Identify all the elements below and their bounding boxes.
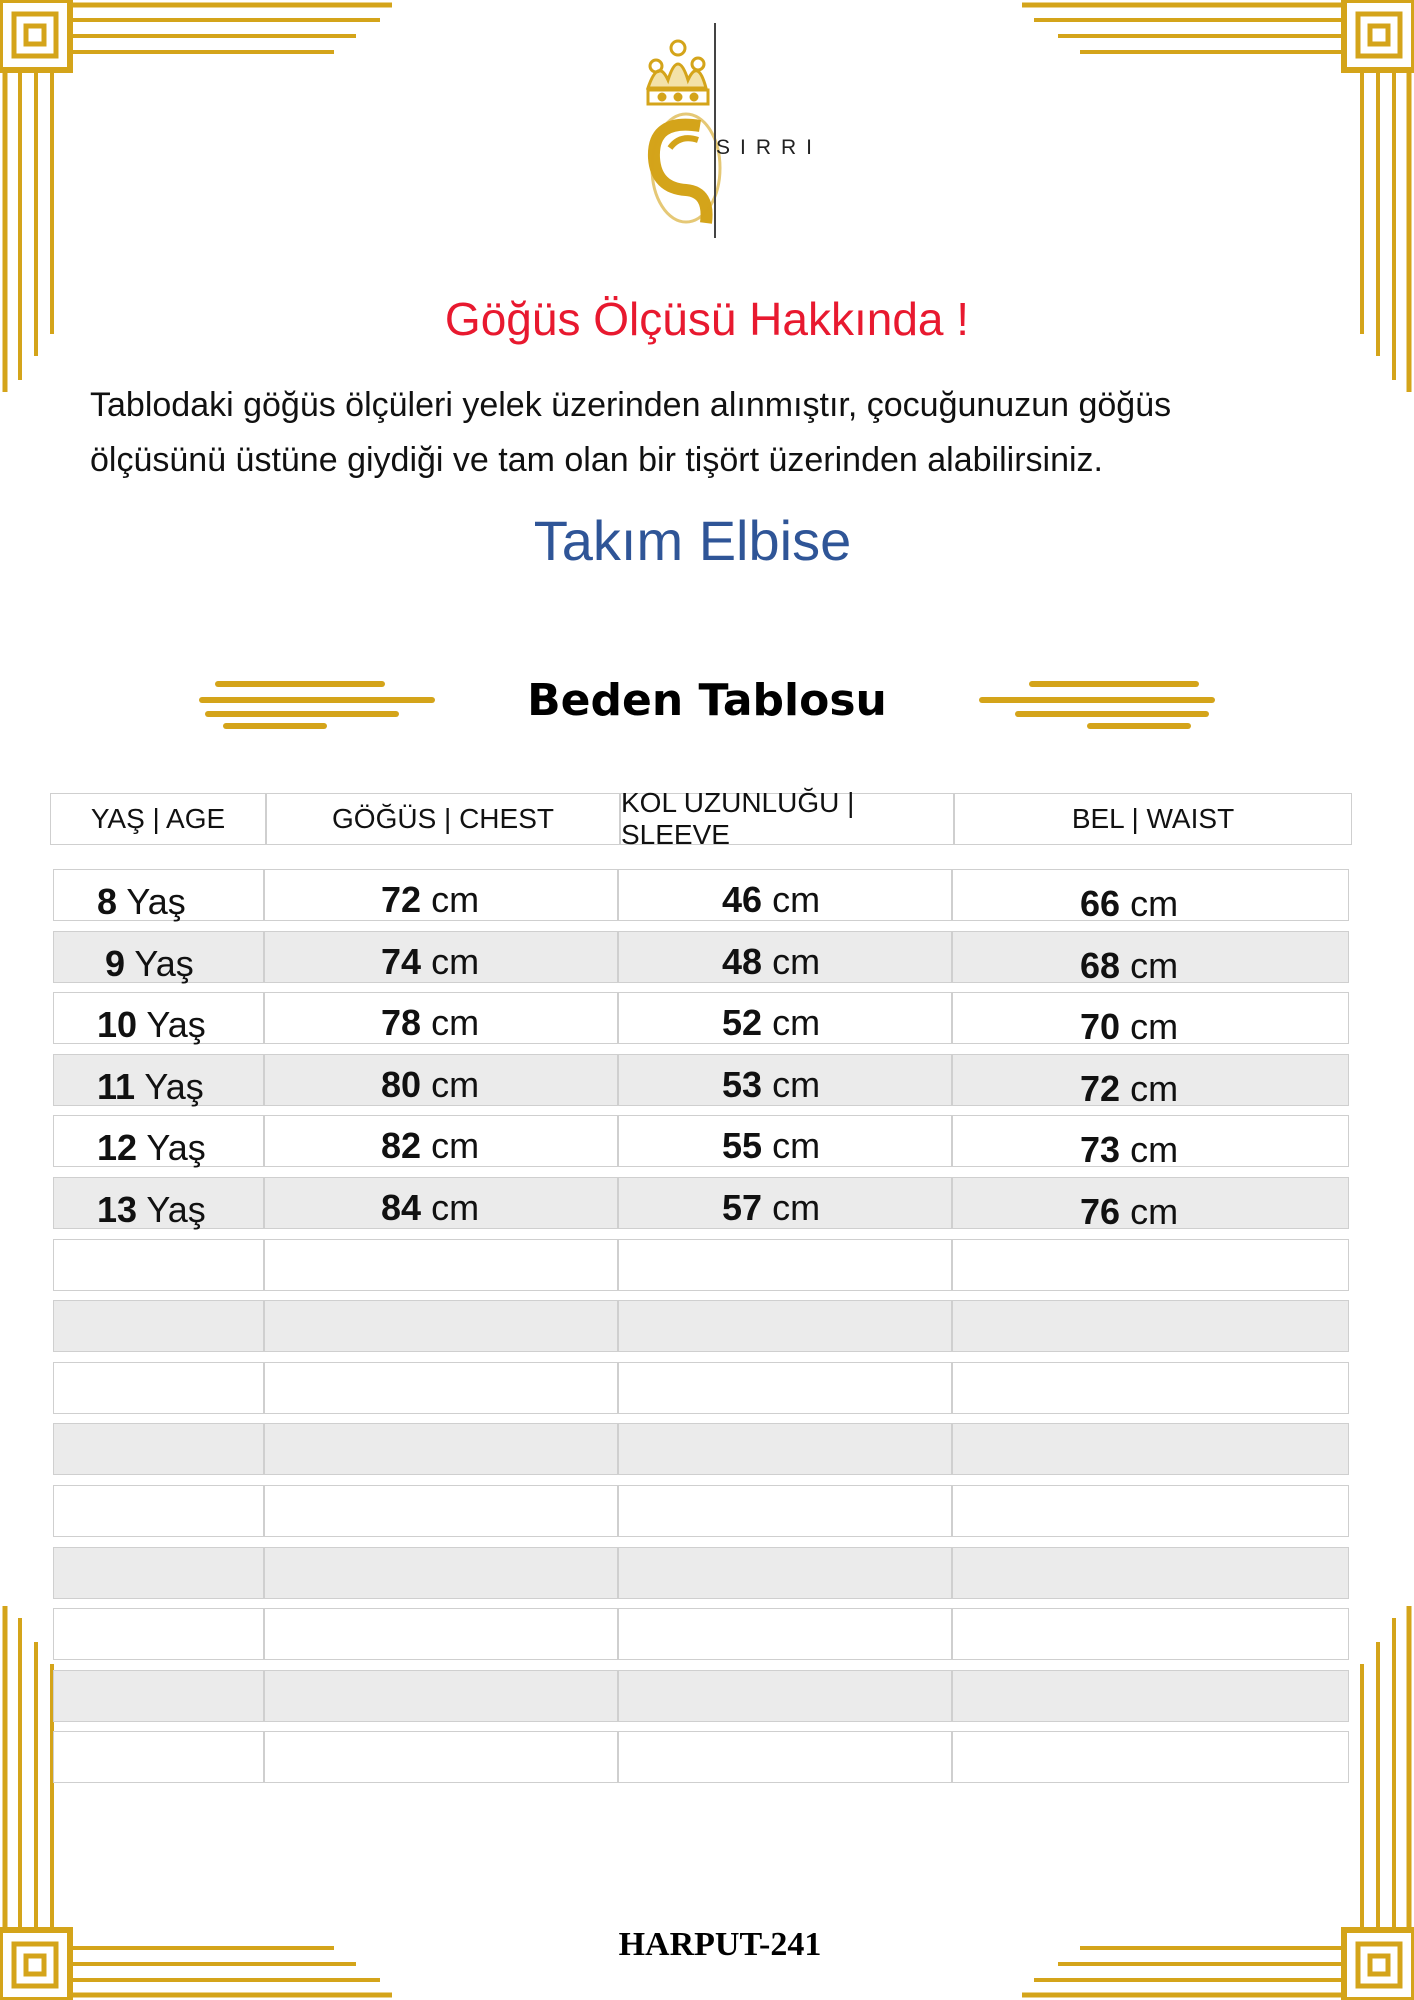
table-cell [53,1239,264,1291]
sleeve-value [722,1064,820,1106]
age-value-unit: Yaş [126,881,186,922]
empty-table-row [53,1239,1349,1291]
table-row [53,1115,1349,1171]
table-cell [53,1670,264,1722]
waist-value-unit: cm [1130,944,1179,986]
waist-value-unit: cm [1130,1067,1179,1109]
table-cell [264,1362,618,1414]
sleeve-value [722,879,820,921]
sleeve-value-unit: cm [772,879,821,920]
chest-value-number: 80 [381,1063,422,1105]
table-cell [53,1547,264,1599]
chest-value-number: 82 [381,1125,422,1167]
chest-note-title: Göğüs Ölçüsü Hakkında ! [444,293,970,345]
chest-value-unit: cm [431,1002,480,1044]
product-name: Takım Elbise [533,509,852,572]
chest-value [381,1187,479,1229]
age-value [97,1004,206,1046]
empty-table-row [53,1362,1349,1414]
table-cell [264,1300,618,1352]
sleeve-value [722,1002,820,1044]
table-cell [952,1731,1349,1783]
sleeve-value-unit: cm [772,1125,821,1167]
age-value [97,1127,206,1169]
table-cell [618,1608,952,1660]
chest-value-number: 84 [381,1187,422,1228]
sleeve-value-unit: cm [772,1187,821,1228]
table-cell [952,1362,1349,1414]
sleeve-value-number: 52 [722,1002,763,1044]
age-value-number: 10 [97,1004,138,1046]
table-cell [53,1362,264,1414]
chest-value-unit: cm [431,1187,480,1228]
table-cell [53,1423,264,1475]
chest-note-line-1: Tablodaki göğüs ölçüleri yelek üzerinden alınmıştır, çocuğunuzun göğüs [90,386,1172,424]
waist-value-number: 68 [1080,944,1121,986]
empty-table-row [53,1547,1349,1599]
header-sleeve: KOL UZUNLUĞU | SLEEVE [620,793,954,845]
table-cell [618,1731,952,1783]
table-cell [952,1239,1349,1291]
table-cell [952,1485,1349,1537]
monogram-s-icon [652,114,720,223]
age-value-unit: Yaş [134,942,194,984]
table-cell [618,1670,952,1722]
table-cell [618,1300,952,1352]
waist-value-unit: cm [1130,1129,1179,1171]
brand-logo [640,18,880,248]
age-value [97,881,186,923]
waist-value-number: 70 [1080,1006,1121,1048]
waist-value [1080,1006,1178,1048]
sleeve-value-number: 55 [722,1125,763,1167]
chest-value-number: 78 [381,1002,422,1044]
age-value-unit: Yaş [144,1065,204,1107]
sleeve-value-number: 57 [722,1187,763,1228]
table-cell [264,1608,618,1660]
table-cell [264,1547,618,1599]
table-cell [618,1423,952,1475]
age-value-number: 9 [105,942,126,984]
table-row [53,869,1349,924]
empty-table-row [53,1423,1349,1475]
sleeve-value-unit: cm [772,940,821,982]
table-cell [264,1239,618,1291]
chest-note-line-2: ölçüsünü üstüne giydiği ve tam olan bir tişört üzerinden alabilirsiniz. [90,441,1103,479]
table-row [53,1177,1349,1232]
sleeve-value [722,1187,820,1229]
table-cell [264,1670,618,1722]
chest-value [381,879,479,921]
sleeve-value [722,941,820,983]
table-cell [618,1362,952,1414]
header-chest: GÖĞÜS | CHEST [266,793,620,845]
size-table-title: Beden Tablosu [527,675,887,726]
chest-value-number: 72 [381,879,422,920]
waist-value [1080,1191,1178,1233]
waist-value-number: 72 [1080,1067,1121,1109]
sleeve-value-number: 46 [722,879,763,920]
table-cell [264,1485,618,1537]
table-row [53,992,1349,1048]
sleeve-value-unit: cm [772,1002,821,1044]
chest-value-unit: cm [431,1063,480,1105]
age-value-unit: Yaş [146,1127,206,1169]
age-value-number: 13 [97,1189,138,1230]
crown-icon [648,41,708,104]
table-cell [952,1423,1349,1475]
table-cell [952,1547,1349,1599]
chest-value [381,941,479,983]
empty-table-row [53,1731,1349,1783]
chest-value [381,1064,479,1106]
empty-table-row [53,1300,1349,1352]
age-value-number: 8 [97,881,118,922]
age-value [105,943,194,985]
table-cell [618,1547,952,1599]
header-age: YAŞ | AGE [50,793,266,845]
table-cell [53,1608,264,1660]
table-row [53,931,1349,986]
chest-value [381,1125,479,1167]
sleeve-value-number: 53 [722,1063,763,1105]
waist-value-number: 73 [1080,1129,1121,1171]
brand-name: SIRRI [716,136,823,159]
waist-value [1080,883,1178,925]
chest-value-unit: cm [431,940,480,982]
table-cell [952,1670,1349,1722]
waist-value [1080,945,1178,987]
header-waist: BEL | WAIST [954,793,1352,845]
empty-table-row [53,1670,1349,1722]
chest-value-unit: cm [431,879,480,920]
sleeve-value-number: 48 [722,940,763,982]
table-cell [618,1239,952,1291]
table-cell [264,1423,618,1475]
empty-table-row [53,1485,1349,1537]
chest-value-unit: cm [431,1125,480,1167]
sleeve-value-unit: cm [772,1063,821,1105]
title-ornament-right [978,676,1218,732]
age-value [97,1066,204,1108]
chest-value [381,1002,479,1044]
age-value-unit: Yaş [146,1189,206,1230]
table-row [53,1054,1349,1109]
table-cell [53,1485,264,1537]
product-code: HARPUT-241 [618,1926,822,1963]
table-cell [618,1485,952,1537]
waist-value-unit: cm [1130,883,1179,924]
chest-note-text [90,378,1350,488]
age-value [97,1189,206,1231]
table-cell [952,1608,1349,1660]
waist-value [1080,1129,1178,1171]
table-cell [952,1300,1349,1352]
age-value-number: 12 [97,1127,138,1169]
chest-value-number: 74 [381,940,422,982]
empty-table-row [53,1608,1349,1660]
waist-value-unit: cm [1130,1191,1179,1232]
age-value-number: 11 [97,1065,136,1107]
waist-value [1080,1068,1178,1110]
waist-value-number: 66 [1080,883,1121,924]
age-value-unit: Yaş [146,1004,206,1046]
sleeve-value [722,1125,820,1167]
table-cell [264,1731,618,1783]
waist-value-number: 76 [1080,1191,1121,1232]
waist-value-unit: cm [1130,1006,1179,1048]
table-cell [53,1731,264,1783]
table-cell [53,1300,264,1352]
